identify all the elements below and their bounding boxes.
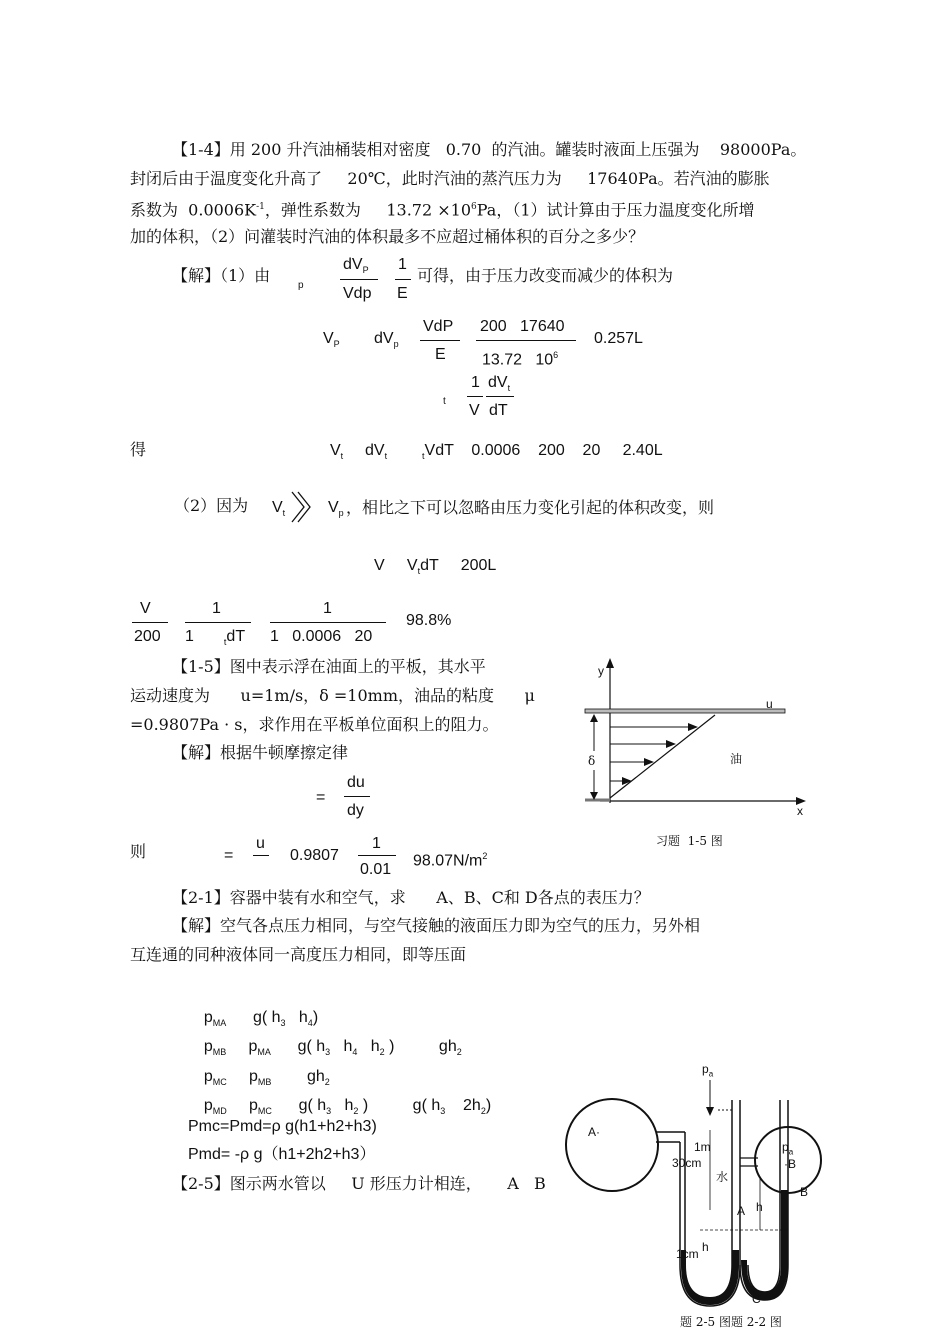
eq6-result: 98.8% [406,612,452,629]
text-seg: ，弹性系数为 13.72 ×10 [264,200,471,220]
subscript: 2 [324,1077,330,1088]
text-seg: V [323,330,334,347]
eq2-result [413,846,487,871]
subscript: t [422,451,425,462]
subscript: 3 [325,1047,331,1058]
text-seg: 2h [445,1097,481,1114]
text-seg: p [226,1068,258,1085]
part-2-rest: ，相比之下可以忽略由压力变化引起的体积改变，则 [346,498,715,517]
text-seg: dV [488,374,508,391]
subscript: MC [212,1077,227,1088]
eq-tau-equals: = [316,789,326,806]
fraction-bar [476,340,576,341]
fraction-bar [340,279,378,280]
fig-2-5-1m-label: 1m [694,1140,711,1154]
eq2-num-1: VdP [423,318,454,335]
text-seg: p [203,1038,213,1055]
subscript: t [282,508,286,519]
much-greater-symbol [290,490,312,524]
text-seg: gh [271,1068,325,1085]
subscript: 2 [480,1106,486,1117]
fig-2-5-b-point-label: ·B [784,1157,796,1171]
subscript: t [417,566,421,577]
fig-1-5-y-label: y [598,664,604,678]
fig-2-5-pa-label [702,1062,713,1078]
eq2-tau-equals: = [224,847,234,864]
fig-1-5-u-label: u [766,697,773,711]
eq1-numerator [343,255,369,280]
eq6-den-1: 200 [134,628,161,645]
text-seg: ) [312,1009,319,1026]
text-seg: p [702,1062,709,1076]
pmc-expression: Pmc=Pmd=ρ g(h1+h2+h3) [188,1118,377,1135]
text-seg: h [357,1038,380,1055]
text-seg: h [285,1009,308,1026]
superscript: 2 [482,851,488,861]
eq2-dvp [374,329,399,354]
pmd-expression: Pmd= -ρ g（h1+2h2+h3） [188,1146,376,1163]
subscript: 2 [353,1106,359,1117]
subscript: t [340,451,344,462]
subscript: t [507,383,511,394]
text-seg: p [226,1038,258,1055]
subscript: 3 [440,1106,446,1117]
fig-1-5-x-label: x [797,804,803,818]
beta-p-subscript: p [298,280,304,291]
subscript: P [333,339,340,350]
text-seg: p [203,1097,213,1114]
fig-2-5-h2-label: h [702,1240,709,1254]
fig-2-5-water-label: 水 [716,1170,729,1184]
text-seg: V [328,499,339,516]
eq6-num-1: V [140,600,151,617]
text-seg: VdT 0.0006 200 20 2.40L [424,442,663,459]
figure-2-5 [560,1060,830,1310]
text-seg: p [782,1140,789,1154]
text-seg: V V [374,557,418,574]
subscript: t [223,637,227,648]
subscript: 3 [326,1106,332,1117]
subscript: P [362,265,369,276]
text-seg: V [330,442,341,459]
fig-2-5-a2-label: A [737,1204,746,1218]
eq3-num-1: 1 [471,374,480,391]
problem-2-1-line-1: 【2-1】容器中装有水和空气，求 A、B、C和 D各点的表压力？ [172,888,650,907]
subscript: MA [212,1018,227,1029]
eq6-num-2: 1 [212,600,221,617]
fraction-bar [132,622,168,623]
fig-1-5-oil-label: 油 [730,752,743,766]
text-seg: ) gh [384,1038,457,1055]
text-seg: Pa，（1）试计算由于压力温度变化所增 [476,200,755,220]
problem-2-5-line-1: 【2-5】图示两水管以 U 形压力计相连， A B [172,1174,546,1193]
text-seg: dV [374,330,394,347]
fraction-bar [253,855,269,856]
solution-2-1-line-2: 互连通的同种液体同一高度压力相同，即等压面 [130,945,467,964]
eq4-rest [422,441,663,466]
problem-1-4-line-2: 封闭后由于温度变化升高了 20℃，此时汽油的蒸汽压力为 17640Pa。若汽油的膨胀 [130,169,770,188]
eq4-dv [365,441,387,466]
fig-2-5-b-label: B [800,1185,809,1199]
fraction-bar [395,279,411,280]
eq2-den-1: E [435,346,446,363]
subscript: MB [212,1047,227,1058]
text-seg: dV [343,256,363,273]
subscript: t [384,451,388,462]
eq3-den-1: V [469,402,480,419]
superscript: 6 [471,202,477,212]
fraction-bar [358,855,396,856]
text-seg: 系数为 0.0006K [130,200,257,220]
part-2-text: （2）因为 [174,496,249,515]
ze-label: 则 [130,842,147,861]
subscript: p [338,508,344,519]
eq-dy: dy [347,802,364,819]
eq4 [330,441,343,466]
text-seg: 13.72 10 [482,351,554,369]
text-seg: 1 [185,628,194,645]
eq5 [374,556,496,581]
fig-2-5-30cm-label: 30cm [672,1156,702,1170]
de-label: 得 [130,440,147,459]
problem-1-5-line-1: 【1-5】图中表示浮在油面上的平板，其水平 [172,657,486,676]
eq2-num-2: 200 17640 [480,318,565,335]
fraction-bar [185,622,251,623]
text-seg: 98.07N/m [413,852,483,870]
part-2-vp [328,498,344,523]
fig-1-5-caption: 习题 1-5 图 [656,834,723,848]
eq2-one: 1 [372,835,381,852]
text-seg: dV [365,442,385,459]
text-seg: dT [226,628,246,645]
eq3-num-2 [488,373,510,398]
text-seg: g( h [226,1009,281,1026]
fig-1-5-delta-label: δ [588,754,596,768]
problem-1-4-line-4: 加的体积，（2）问灌装时汽油的体积最多不应超过桶体积的百分之多少？ [130,227,645,246]
text-seg: V [272,499,283,516]
text-seg: ) [485,1097,492,1114]
text-seg: p [203,1068,213,1085]
subscript: a [708,1069,714,1079]
subscript: MD [212,1106,227,1117]
problem-1-5-line-2: 运动速度为 u=1m/s，δ =10mm，油品的粘度 μ [130,686,535,705]
eq2-u: u [256,835,265,852]
alpha-t-subscript: t [443,396,446,407]
solution-1-5: 【解】根据牛顿摩擦定律 [172,743,349,762]
eq2-den-2 [482,345,558,370]
solution-2-1-line-1: 【解】空气各点压力相同，与空气接触的液面压力即为空气的压力，另外相 [172,916,701,935]
fraction-bar [420,340,460,341]
fig-2-5-1cm-label: 1cm [676,1247,699,1261]
fraction-bar [486,396,514,397]
text-seg: g( h [270,1038,326,1055]
part-2-vt [272,498,285,523]
text-seg: dT 200L [420,557,497,574]
superscript: 6 [553,350,559,360]
eq3-den-2: dT [489,402,508,419]
subscript: 4 [307,1018,313,1029]
text-seg: p [203,1009,213,1026]
fig-2-5-caption: 题 2-5 图题 2-2 图 [680,1315,782,1329]
subscript: 3 [280,1018,286,1029]
subscript: 2 [379,1047,385,1058]
problem-1-4-line-3 [130,197,755,220]
fig-2-5-c-label: C [752,1292,761,1306]
problem-1-4-line-1: 【1-4】用 200 升汽油桶装相对密度 0.70 的汽油。罐装时液面上压强为 98000Pa。 [172,140,807,159]
eq6-den-3: 1 0.0006 20 [270,628,373,645]
fraction-bar [467,396,483,397]
text-seg: g( h [271,1097,327,1114]
subscript: MC [257,1106,272,1117]
fraction-bar [270,622,386,623]
eq6-num-3: 1 [323,600,332,617]
superscript: -1 [256,202,265,212]
eq2-mu: 0.9807 [290,847,339,864]
text-seg: h [330,1038,353,1055]
fig-2-5-pb-label [782,1140,793,1156]
text-seg: h [331,1097,354,1114]
eq-du: du [347,774,365,791]
problem-1-5-line-3: =0.9807Pa · s，求作用在平板单位面积上的阻力。 [130,715,499,734]
subscript: MA [257,1047,271,1058]
eq1-denominator: Vdp [343,285,372,302]
subscript: 4 [352,1047,358,1058]
eq6-den-2 [185,627,245,652]
subscript: p [393,339,399,350]
solution-1-4-cont: 可得，由于压力改变而减少的体积为 [417,266,674,285]
fig-2-5-a-label: A· [588,1125,600,1139]
solution-1-4-intro: 【解】（1）由 [172,266,271,285]
eq1-denominator-2: E [397,285,408,302]
eq2-vp [323,329,340,354]
fig-2-5-h1-label: h [756,1200,763,1214]
text-seg: ) g( h [358,1097,441,1114]
equation-pmd [195,1076,491,1121]
eq2-result: 0.257L [594,330,643,347]
eq2-delta: 0.01 [360,861,392,878]
fraction-bar [344,796,370,797]
subscript: MB [257,1077,272,1088]
subscript: 2 [456,1047,462,1058]
figure-1-5 [580,658,810,818]
eq1-numerator-2: 1 [398,256,407,273]
subscript: a [788,1147,794,1157]
text-seg: p [226,1097,258,1114]
